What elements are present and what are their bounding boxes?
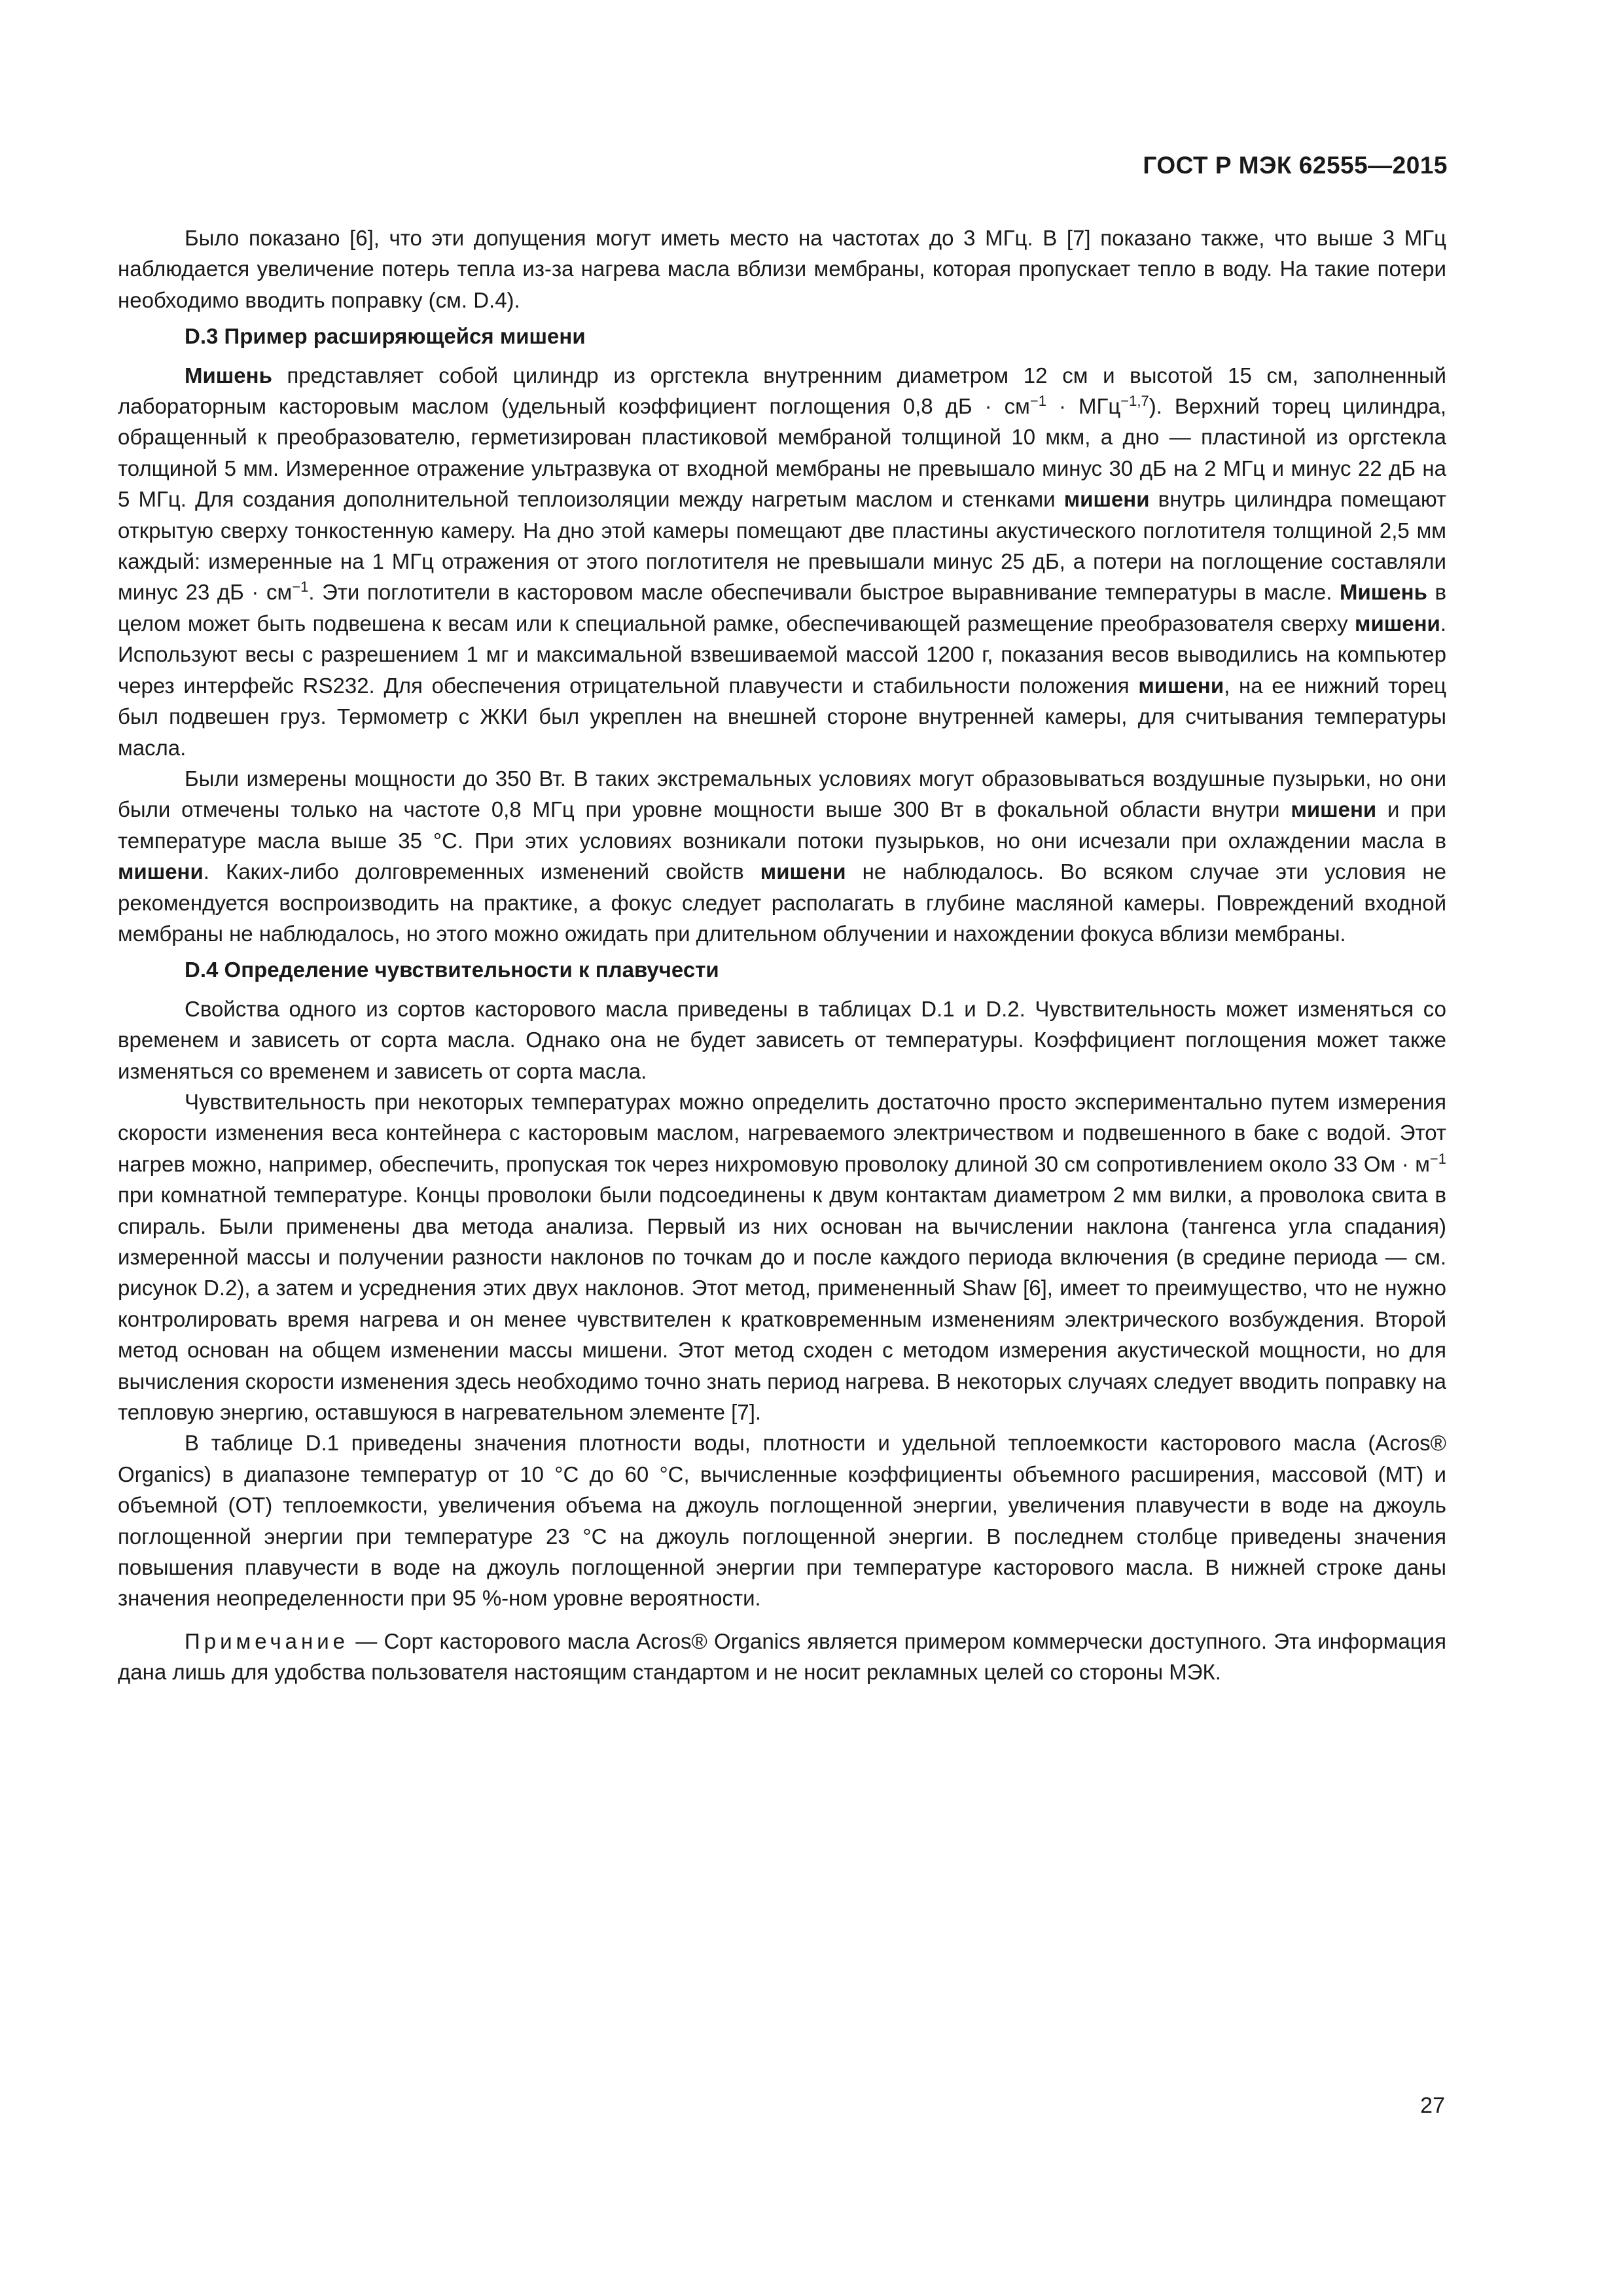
note-paragraph bbox=[118, 1626, 1446, 1688]
text-run: , на ее нижний торец был подвешен груз. Термометр с ЖКИ был укреплен на внешней стороне внутренней камеры, для считывания температуры масла. bbox=[118, 673, 1447, 760]
text-run: . Каких-либо долговременных изменений свойств bbox=[203, 859, 760, 884]
bold-term: Мишень bbox=[1340, 580, 1427, 605]
section-heading-d4: D.4 Определение чувствительности к плавучести bbox=[185, 958, 719, 982]
text-run: не наблюдалось. Во всяком случае эти условия не рекомендуется воспроизводить на практике, а фокус следует располагать в глубине масляной камеры. Повреждений входной мембраны не наблюдалось, но этого можно ожидать при длительном облучении и нахождении фокуса вблизи мембраны. bbox=[118, 859, 1446, 946]
bold-term: Мишень bbox=[185, 363, 272, 387]
bold-term: мишени bbox=[1138, 673, 1224, 698]
bold-term: мишени bbox=[1291, 797, 1377, 822]
bold-term: мишени bbox=[1355, 611, 1440, 636]
text-run: представляет собой цилиндр из оргстекла внутренним диаметром 12 см и высотой 15 см, заполненный лабораторным касторовым маслом (удельный коэффициент поглощения 0,8 дБ · см bbox=[118, 363, 1446, 419]
superscript: −1 bbox=[1429, 1150, 1446, 1167]
text-run: и при температуре масла выше 35 °С. При этих условиях возникали потоки пузырьков, но они исчезали при охлаждении масла в bbox=[118, 797, 1446, 853]
bold-term: мишени bbox=[760, 859, 846, 884]
d4-paragraph-3: В таблице D.1 приведены значения плотности воды, плотности и удельной теплоемкости касторового масла (Acros® Organics) в диапазоне температур от 10 °С до 60 °С, вычисленные коэффициенты объемного расширения, массовой (МТ) и объемной (ОТ) теплоемкости, увеличения объема на джоуль поглощенной энергии, увеличения плавучести в воде на джоуль поглощенной энергии при температуре 23 °С на джоуль поглощенной энергии. В последнем столбце приведены значения повышения плавучести в воде на джоуль поглощенной энергии при температуре касторового масла. В нижней строке даны значения неопределенности при 95 %-ном уровне вероятности. bbox=[118, 1431, 1446, 1611]
superscript: −1,7 bbox=[1120, 393, 1149, 410]
standard-designation: ГОСТ Р МЭК 62555—2015 bbox=[1143, 152, 1448, 179]
body-text bbox=[118, 223, 1446, 1688]
superscript: −1 bbox=[292, 579, 309, 596]
text-run: · МГц bbox=[1046, 394, 1121, 419]
intro-paragraph: Было показано [6], что эти допущения могут иметь место на частотах до 3 МГц. В [7] показано также, что выше 3 МГц наблюдается увеличение потерь тепла из-за нагрева масла вблизи мембраны, которая пропускает тепло в воду. На такие потери необходимо вводить поправку (см. D.4). bbox=[118, 226, 1446, 312]
d4-paragraph-2 bbox=[118, 1086, 1446, 1427]
section-heading-d3: D.3 Пример расширяющейся мишени bbox=[185, 324, 586, 349]
text-run: Чувствительность при некоторых температурах можно определить достаточно просто экспериментально путем измерения скорости изменения веса контейнера с касторовым маслом, нагреваемого электричеством и подвешенного в баке с водой. Этот нагрев можно, например, обеспечить, пропуская ток через нихромовую проволоку длиной 30 см сопротивлением около 33 Ом · м bbox=[118, 1089, 1446, 1176]
text-run: . Используют весы с разрешением 1 мг и максимальной взвешиваемой массой 1200 г, показания весов выводились на компьютер через интерфейс RS232. Для обеспечения отрицательной плавучести и стабильности положения bbox=[118, 611, 1446, 698]
text-run: ). Верхний торец цилиндра, обращенный к преобразователю, герметизирован пластиковой мембраной толщиной 10 мкм, а дно — пластиной из оргстекла толщиной 5 мм. Измеренное отражение ультразвука от входной мембраны не превышало минус 30 дБ на 2 МГц и минус 22 дБ на 5 МГц. Для создания дополнительной теплоизоляции между нагретым маслом и стенками bbox=[118, 394, 1447, 512]
note-text: — Сорт касторового масла Acros® Organics является примером коммерчески доступного. Эта информация дана лишь для удобства пользователя настоящим стандартом и не носит рекламных целей со стороны МЭК. bbox=[118, 1628, 1446, 1685]
text-run: Были измерены мощности до 350 Вт. В таких экстремальных условиях могут образовываться воздушные пузырьки, но они были отмечены только на частоте 0,8 МГц при уровне мощности выше 300 Вт в фокальной области внутри bbox=[118, 766, 1446, 822]
superscript: −1 bbox=[1029, 393, 1046, 410]
text-run: в целом может быть подвешена к весам или к специальной рамке, обеспечивающей размещение преобразователя сверху bbox=[118, 580, 1447, 636]
d3-paragraph-2 bbox=[118, 763, 1446, 949]
note-label: Примечание bbox=[185, 1628, 349, 1653]
d3-paragraph-1 bbox=[118, 360, 1446, 763]
bold-term: мишени bbox=[118, 859, 204, 884]
d4-paragraph-1: Свойства одного из сортов касторового масла приведены в таблицах D.1 и D.2. Чувствительность может изменяться со временем и зависеть от сорта масла. Однако она не будет зависеть от температуры. Коэффициент поглощения может также изменяться со временем и зависеть от сорта масла. bbox=[118, 996, 1446, 1083]
text-run: при комнатной температуре. Концы проволоки были подсоединены к двум контактам диаметром 2 мм вилки, а проволока свита в спираль. Были применены два метода анализа. Первый из них основан на вычислении наклона (тангенса угла спадания) измеренной массы и получении разности наклонов по точкам до и после каждого периода включения (в средине периода — см. рисунок D.2), а затем и усреднения этих двух наклонов. Этот метод, примененный Shaw [6], имеет то преимущество, что не нужно контролировать время нагрева и он менее чувствителен к кратковременным изменениям электрического возбуждения. Второй метод основан на общем изменении массы мишени. Этот метод сходен с методом измерения акустической мощности, но для вычисления скорости изменения здесь необходимо точно знать период нагрева. В некоторых случаях следует вводить поправку на тепловую энергию, оставшуюся в нагревательном элементе [7]. bbox=[118, 1183, 1446, 1425]
bold-term: мишени bbox=[1063, 487, 1150, 512]
text-run: . Эти поглотители в касторовом масле обеспечивали быстрое выравнивание температуры в масле. bbox=[308, 580, 1340, 605]
text-run: внутрь цилиндра помещают открытую сверху тонкостенную камеру. На дно этой камеры помещают две пластины акустического поглотителя толщиной 2,5 мм каждый: измеренные на 1 МГц отражения от этого поглотителя не превышали минус 25 дБ, а потери на поглощение составляли минус 23 дБ · см bbox=[118, 487, 1447, 605]
page-number: 27 bbox=[1420, 2093, 1445, 2118]
